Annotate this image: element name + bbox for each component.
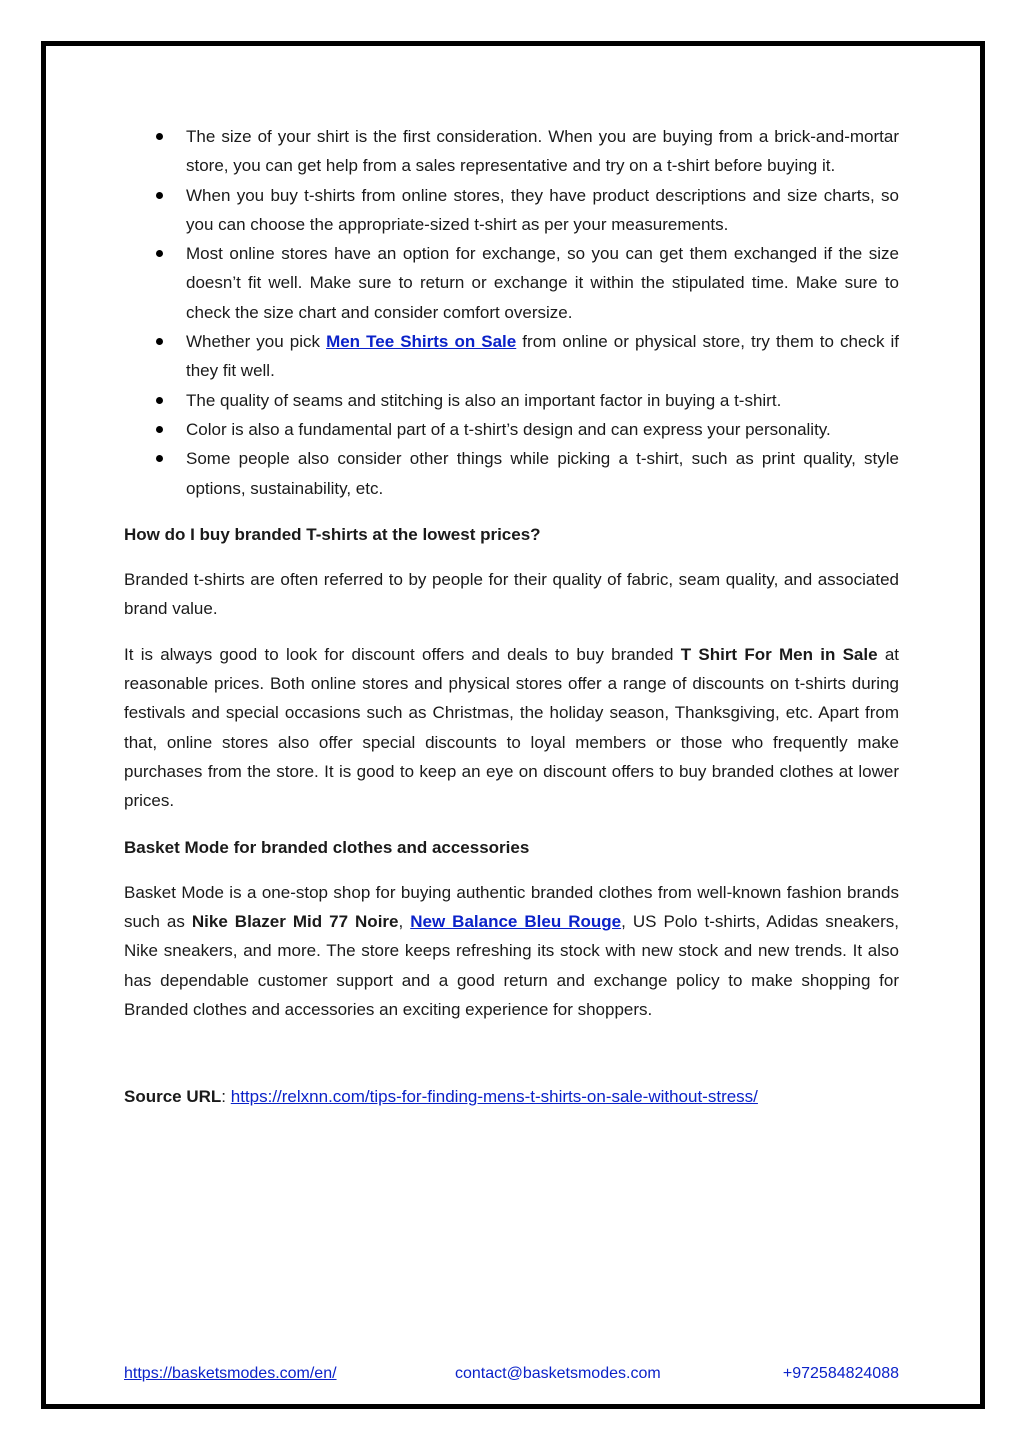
list-item-text: The size of your shirt is the first consideration. When you are buying from a brick-and-mortar store, you can get help from a sales representative and try on a t-shirt before buying it. (186, 127, 899, 176)
bullet-icon (156, 397, 163, 404)
list-item-text: The quality of seams and stitching is also an important factor in buying a t-shirt. (186, 390, 782, 410)
section-heading-lowest-prices: How do I buy branded T-shirts at the lowest prices? (124, 524, 541, 544)
list-item-text-before: Whether you pick (186, 332, 327, 352)
footer-website-link[interactable]: https://basketsmodes.com/en/ (124, 1365, 337, 1382)
list-item (124, 327, 899, 386)
list-item-text: Some people also consider other things while picking a t-shirt, such as print quality, style options, sustainability, etc. (186, 449, 899, 498)
list-item (124, 444, 899, 503)
paragraph-branded-tshirts: Branded t-shirts are often referred to by people for their quality of fabric, seam quality, and associated brand value. (124, 570, 899, 619)
bullet-icon (156, 426, 163, 433)
footer-email[interactable]: contact@basketsmodes.com (455, 1365, 661, 1382)
list-item-text: When you buy t-shirts from online stores, they have product descriptions and size charts, so you can choose the appropriate-sized t-shirt as per your measurements. (186, 185, 899, 234)
source-url-link[interactable]: https://relxnn.com/tips-for-finding-mens-t-shirts-on-sale-without-stress/ (230, 1087, 758, 1107)
separator-text: , (398, 912, 411, 932)
bullet-icon (156, 250, 163, 257)
paragraph-text: Basket Mode is a one-stop shop for buying authentic branded clothes from well-known fashion brands such as (124, 882, 899, 932)
paragraph-text: at reasonable prices. Both online stores and physical stores offer a range of discounts on t-shirts during festivals and special occasions such as Christmas, the holiday season, Thanksgiving, etc. Apart from that, online stores also offer special discounts to loyal members or those who frequently make purchases from the store. It is good to keep an eye on discount offers to buy branded clothes at lower prices. (124, 644, 899, 811)
bullet-icon (156, 338, 163, 345)
bullet-icon (156, 455, 163, 462)
list-item-text: Most online stores have an option for exchange, so you can get them exchanged if the size doesn’t fit well. Make sure to return or exchange it within the stipulated time. Make sure to check the size chart and consider comfort oversize. (186, 244, 899, 322)
list-item (124, 415, 899, 444)
list-item (124, 239, 899, 327)
document-body (124, 122, 899, 1112)
source-line (124, 1082, 899, 1111)
footer-phone[interactable]: +972584824088 (782, 1365, 899, 1382)
list-item-text: Color is also a fundamental part of a t-shirt’s design and can express your personality. (186, 419, 831, 439)
tips-list (124, 122, 899, 503)
section-heading-basket-mode: Basket Mode for branded clothes and accessories (124, 837, 530, 857)
bold-keyword: Nike Blazer Mid 77 Noire (191, 912, 399, 932)
list-item (124, 386, 899, 415)
list-item-text-after: from online or physical store, try them to check if they fit well. (186, 332, 900, 381)
men-tee-shirts-link[interactable]: Men Tee Shirts on Sale (326, 332, 517, 352)
bold-keyword: T Shirt For Men in Sale (680, 644, 878, 664)
list-item (124, 181, 899, 240)
new-balance-link[interactable]: New Balance Bleu Rouge (410, 912, 622, 932)
paragraph-basket-mode (124, 878, 899, 1024)
source-label: Source URL (124, 1087, 222, 1107)
bullet-icon (156, 192, 163, 199)
footer (124, 1362, 899, 1386)
paragraph-text: , US Polo t-shirts, Adidas sneakers, Nike sneakers, and more. The store keeps refreshing its stock with new stock and new trends. It also has dependable customer support and a good return and exchange policy to make shopping for Branded clothes and accessories an exciting experience for shoppers. (124, 912, 899, 1020)
list-item (124, 122, 899, 181)
paragraph-discount-offers (124, 640, 899, 816)
bullet-icon (156, 133, 163, 140)
source-colon: : (221, 1087, 231, 1107)
paragraph-text: It is always good to look for discount offers and deals to buy branded (124, 644, 681, 664)
